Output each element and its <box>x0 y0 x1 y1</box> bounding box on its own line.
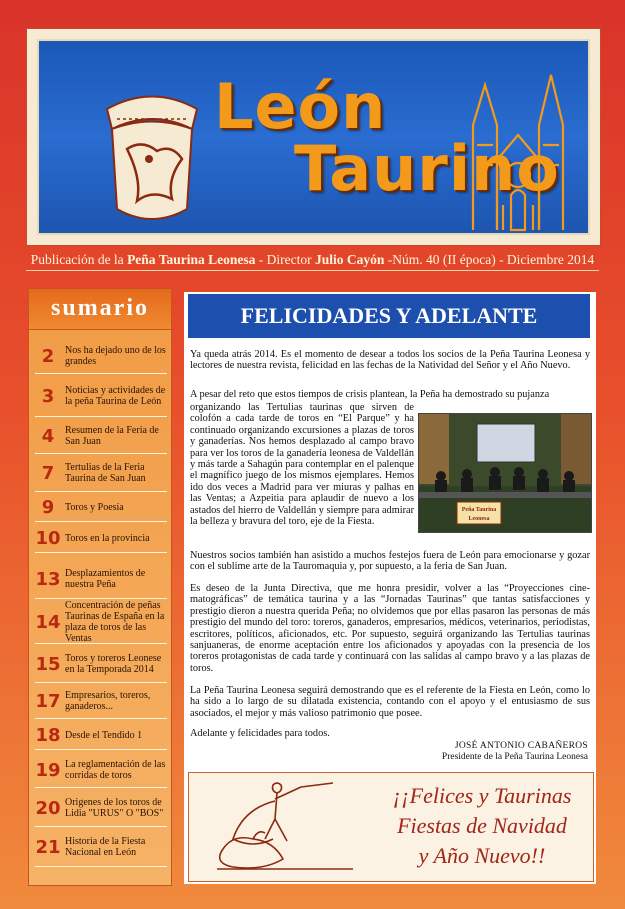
sumario-item[interactable] <box>35 684 167 719</box>
sumario-page-number: 9 <box>41 496 55 518</box>
event-photo <box>418 413 592 533</box>
article-paragraph: Ya queda atrás 2014. Es el momento de desear a todos los socios de la Peña Taurina Leonesa y lectores de nuestra revista, felicidad en las fechas de la Natividad del Señor y el Año Nuevo. <box>190 349 590 372</box>
sumario-page-number: 21 <box>35 836 61 858</box>
sumario-page-number: 3 <box>41 385 55 407</box>
sumario-item[interactable] <box>35 419 167 454</box>
sumario-item-title: Historia de la Fiesta Nacional en León <box>65 836 146 858</box>
sumario-item-title: Toros y toreros Leonese en la Temporada 2014 <box>65 653 162 675</box>
sumario-item[interactable] <box>35 455 167 492</box>
masthead <box>26 28 601 246</box>
sumario-item[interactable] <box>35 721 167 750</box>
svg-text:Leonesa: Leonesa <box>468 516 490 522</box>
sumario-page-number: 17 <box>35 690 61 712</box>
signature-name: JOSÉ ANTONIO CABAÑEROS <box>454 741 588 751</box>
article-paragraph: Nuestros socios también han asistido a muchos festejos fuera de León para emocionarse y gozar con el sublime arte de la Tauromaquia y, por supuesto, a la feria de San Juan. <box>190 550 590 573</box>
signature-title: Presidente de la Peña Taurina Leonesa <box>441 752 588 762</box>
sumario-item-title: Resumen de la Feria de San Juan <box>65 425 159 447</box>
pub-prefix: Publicación de la <box>30 252 128 267</box>
article-paragraph: organizando las Tertulias taurinas que sirven de colofón a cada tarde de toros en “El Parque” y ha continuado organizando excursiones a plazas de toros y ganaderías. Nos hemos desplazado al campo bravo para ver los toros de la ganadería leonesa de Valdellán y más tarde a Sahagún para contemplar en el palenque el magnífico juego de los mismos ejemplares. Hemos ido dos veces a Madrid para ver miuras y palhas en las Ventas; a Azpeitia para aplaudir de nuevo a los astados del hierro de Valdellán y siempre para admirar la belleza y bravura del toro, eje de la Fiesta. <box>190 402 414 528</box>
greeting-line-1: ¡¡Felices y Taurinas <box>392 783 572 808</box>
greeting-text <box>377 781 587 871</box>
sumario-item[interactable] <box>35 376 167 417</box>
sumario-item-title: Empresarios, toreros, ganaderos... <box>65 690 151 712</box>
sumario-item[interactable] <box>35 601 167 644</box>
title-line-1: León <box>214 70 387 143</box>
sumario-item-title: Toros y Poesía <box>65 501 124 513</box>
sumario-item[interactable] <box>35 493 167 522</box>
bullfighter-seal-icon <box>87 89 217 229</box>
sumario-item-title: Toros en la provincia <box>65 532 150 544</box>
sumario-page-number: 19 <box>35 759 61 781</box>
matador-illustration-icon <box>203 779 363 875</box>
sumario-page-number: 14 <box>35 611 61 633</box>
sumario-item[interactable] <box>35 560 167 599</box>
sumario-page-number: 18 <box>35 724 61 746</box>
article-paragraph: La Peña Taurina Leonesa seguirá demostrando que es el referente de la Fiesta en León, como lo ha sido a lo largo de su dilatada existencia, contando con el apoyo y el entusiasmo de sus asociados, el mejor y más valioso patrimonio que posee. <box>190 685 590 719</box>
pub-director-label: - Director <box>255 252 315 267</box>
article <box>184 292 596 884</box>
sumario-item[interactable] <box>35 339 167 374</box>
sumario-item[interactable] <box>35 753 167 788</box>
pub-issue: -Núm. 40 (II época) - Diciembre 2014 <box>384 252 595 267</box>
divider <box>26 270 599 271</box>
sumario-item-title: Origenes de los toros de Lidia "URUS" O "BOS" <box>65 797 164 819</box>
sumario-page-number: 20 <box>35 797 61 819</box>
sumario-item-title: La reglamentación de las corridas de toros <box>65 759 166 781</box>
publication-line <box>26 252 599 268</box>
greeting-box <box>188 772 594 882</box>
sumario-page-number: 13 <box>35 568 61 590</box>
pub-director: Julio Cayón <box>314 252 385 267</box>
greeting-line-2: Fiestas de Navidad <box>397 813 567 838</box>
sumario-page-number: 7 <box>41 462 55 484</box>
sumario-item[interactable] <box>35 790 167 827</box>
sumario-page-number: 4 <box>41 425 55 447</box>
title-line-2: Taurino <box>294 132 560 205</box>
sumario-item-title: Noticias y actividades de la peña Taurina de León <box>65 385 166 407</box>
sumario-item[interactable] <box>35 646 167 683</box>
article-paragraph: Es deseo de la Junta Directiva, que me honra presidir, volver a las “Proyecciones cine-matográficas” de temática taurina y a las “Jornadas Taurinas” que tantas satisfacciones y prestigio dieron a nuestra querida Peña; no olvidemos que por ellas pasaron las personas de más prestigio del mundo del toro: toreros, ganaderos, empresarios, médicos, veterinarios, periodistas, escritores, políticos, aficionados, etc. Por supuesto, seguirá organizando las Tertulias taurinas sanjuaneras, de enorme aceptación entre los aficionados y apoyadas con la presencia de los toreros protagonistas de cada tarde y continuará con las salidas al campo bravo y a las plazas de toros. <box>190 583 590 674</box>
sumario-page-number: 15 <box>35 653 61 675</box>
sumario-item[interactable] <box>35 828 167 867</box>
article-paragraph: Adelante y felicidades para todos. <box>190 728 330 739</box>
pub-organization: Peña Taurina Leonesa <box>127 252 256 267</box>
greeting-line-3: y Año Nuevo!! <box>418 843 546 868</box>
signature <box>442 741 588 763</box>
photo-banner-text: Peña Taurina <box>461 507 497 513</box>
article-headline: FELICIDADES Y ADELANTE <box>188 294 590 338</box>
sumario-item-title: Desde el Tendido 1 <box>65 729 143 741</box>
sumario-page-number: 10 <box>35 527 61 549</box>
sumario-item-title: Nos ha dejado uno de los grandes <box>65 345 166 367</box>
masthead-banner <box>37 39 590 235</box>
sumario-item-title: Desplazamientos de nuestra Peña <box>65 568 146 590</box>
sumario-sidebar <box>28 288 172 886</box>
sumario-item-title: Tertulias de la Feria Taurina de San Juan <box>65 462 146 484</box>
sumario-item[interactable] <box>35 524 167 553</box>
article-paragraph: A pesar del reto que estos tiempos de crisis plantean, la Peña ha demostrado su pujanza <box>190 389 550 400</box>
sumario-page-number: 2 <box>41 345 55 367</box>
sumario-item-title: Concentración de peñas Taurinas de España en la plaza de toros de las Ventas <box>65 600 165 644</box>
sumario-heading: sumario <box>29 289 171 330</box>
cathedral-icon <box>463 65 573 235</box>
